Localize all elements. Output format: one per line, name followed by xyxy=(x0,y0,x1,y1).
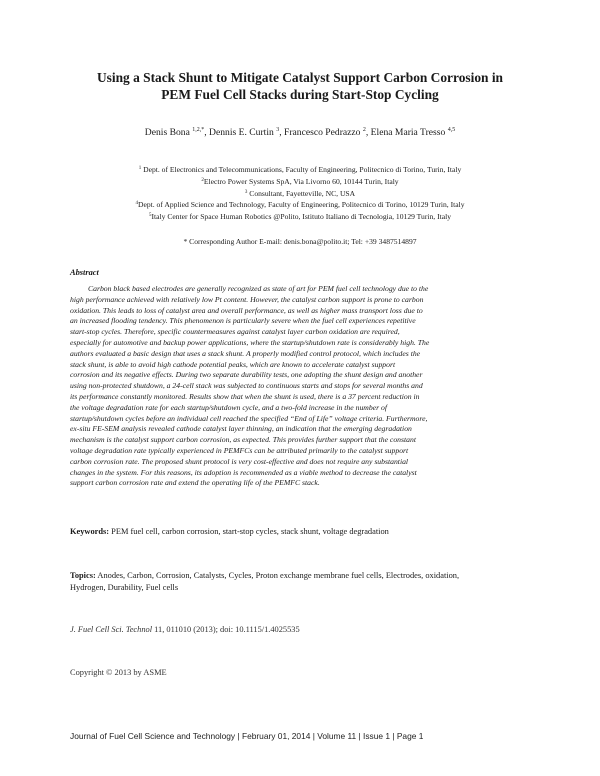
affiliation xyxy=(0,199,600,211)
abstract-line: authors evaluated a basic design that uses a stack shunt. A properly modified control protocol, which includes the xyxy=(70,348,421,358)
affiliations xyxy=(0,164,600,223)
abstract-line: the voltage degradation rate for each startup/shutdown cycle, and a two-fold increase in the number of xyxy=(70,402,387,412)
affiliation xyxy=(0,176,600,188)
author-affil-mark: 1,2,* xyxy=(192,127,205,133)
abstract-line: an increased flooding tendency. This phenomenon is particularly severe when the fuel cell experiences repetitive xyxy=(70,316,416,326)
topics-text: Anodes, Carbon, Corrosion, Catalysts, Cycles, Proton exchange membrane fuel cells, Electrodes, oxidation, xyxy=(97,571,460,580)
author-affil-mark: 3 xyxy=(276,127,280,133)
affil-mark: 4 xyxy=(135,201,138,207)
author-name: Francesco Pedrazzo xyxy=(284,127,361,138)
affiliation xyxy=(0,188,600,200)
keywords-text: PEM fuel cell, carbon corrosion, start-stop cycles, stack shunt, voltage degradation xyxy=(111,527,389,536)
page-footer: Journal of Fuel Cell Science and Technology | February 01, 2014 | Volume 11 | Issue 1 | Page 1 xyxy=(70,731,424,741)
topics-label: Topics: xyxy=(70,571,96,580)
abstract-line: mechanism is the catalyst support carbon corrosion, as expected. This provides further support that the constant xyxy=(70,435,416,445)
abstract-line: ex-situ FE-SEM analysis revealed cathode catalyst layer thinning, an indication that the emerging degradation xyxy=(70,424,412,434)
affil-mark: 3 xyxy=(244,189,248,195)
author-list: Denis Bona $^{1,2,*}$, Dennis E. Curtin $^3$, Francesco Pedrazzo $^2$, Elena Maria Tresso $^{4,5}$ xyxy=(144,127,456,138)
abstract-line: start-stop cycles. Therefore, specific countermeasures against catalyst layer carbon oxidation are required, xyxy=(70,327,400,337)
author-affil-mark: 2 xyxy=(362,127,366,133)
corresponding-author: * Corresponding Author E-mail: denis.bona@polito.it; Tel: +39 3487514897 xyxy=(183,237,417,246)
citation-journal: J. Fuel Cell Sci. Technol xyxy=(70,625,153,634)
abstract-heading: Abstract xyxy=(70,268,99,277)
abstract-line: carbon corrosion rate. The proposed shunt protocol is very cost-effective and does not require any substantial xyxy=(70,456,409,466)
abstract-line: Carbon black based electrodes are generally recognized as state of art for PEM fuel cell technology due to the xyxy=(88,284,429,293)
abstract-line: its performance constantly monitored. Results show that when the shunt is used, there is a 37 percent reduction in xyxy=(70,391,420,401)
abstract-line: voltage degradation rate typically experienced in PEMFCs can be attributed primarily to the catalyst support xyxy=(70,445,409,455)
topics xyxy=(70,570,459,594)
title-line-2: PEM Fuel Cell Stacks during Start-Stop Cycling xyxy=(161,87,439,102)
topics-text-continued: Hydrogen, Durability, Fuel cells xyxy=(70,583,179,592)
abstract-line: oxidation. This leads to loss of catalyst area and overall performance, as well as higher mass transport loss due to xyxy=(70,305,423,315)
abstract-line: support carbon corrosion rate and extend the operating life of the PEMFC stack. xyxy=(70,478,320,488)
abstract-line: changes in the system. For this reasons, its adoption is recommended as a viable method to decrease the catalyst xyxy=(70,467,417,477)
affil-text: Italy Center for Space Human Robotics @Polito, Istituto Italiano di Tecnologia, 10129 Turin, Italy xyxy=(151,212,451,222)
affiliation xyxy=(0,164,600,176)
copyright: Copyright © 2013 by ASME xyxy=(70,668,167,677)
citation-details: 11, 011010 (2013); doi: 10.1115/1.4025535 xyxy=(154,625,300,634)
affil-mark: 1 xyxy=(138,166,142,171)
affil-text: Electro Power Systems SpA, Via Livorno 60, 10144 Turin, Italy xyxy=(203,176,399,186)
affiliation xyxy=(0,211,600,223)
keywords-label: Keywords: xyxy=(70,527,110,536)
affil-text: Dept. of Electronics and Telecommunications, Faculty of Engineering, Politecnico di Torino, Turin, Italy xyxy=(143,165,462,174)
author-name: Denis Bona xyxy=(144,127,190,138)
keywords xyxy=(70,527,389,536)
affil-text: Consultant, Fayetteville, NC, USA xyxy=(249,188,356,198)
abstract-line: corrosion and its negative effects. During two separate durability tests, one adopting the shunt design and another xyxy=(70,370,423,380)
abstract-line: startup/shutdown cycles before an individual cell reached the specified “End of Life” voltage criteria. Furthermore, xyxy=(70,413,428,423)
affil-mark: 5 xyxy=(149,213,152,219)
author-name: Dennis E. Curtin xyxy=(209,127,274,138)
author-affil-mark: 4,5 xyxy=(447,127,456,133)
abstract-line: stack shunt, is able to avoid high cathode potential peaks, which are known to accelerate catalyst support xyxy=(70,359,396,369)
abstract-line: high performance achieved with relatively low Pt content. However, the catalyst carbon support is prone to carbon xyxy=(70,294,424,304)
abstract-line: using non-protected shutdown, a 24-cell stack was subjected to continuous starts and stops for several months and xyxy=(70,381,423,391)
affil-mark: 2 xyxy=(201,177,204,183)
title-line-1: Using a Stack Shunt to Mitigate Catalyst Support Carbon Corrosion in xyxy=(97,70,503,85)
abstract-line: especially for automotive and backup power applications, where the startup/shutdown rate is considerably high. The xyxy=(70,337,430,347)
paper-title xyxy=(40,69,560,103)
citation xyxy=(70,625,300,634)
affil-text: Dept. of Applied Science and Technology, Faculty of Engineering, Politecnico di Torino, 10129 Turin, Italy xyxy=(137,200,465,210)
author-name: Elena Maria Tresso xyxy=(370,127,446,138)
abstract-body xyxy=(70,284,530,489)
